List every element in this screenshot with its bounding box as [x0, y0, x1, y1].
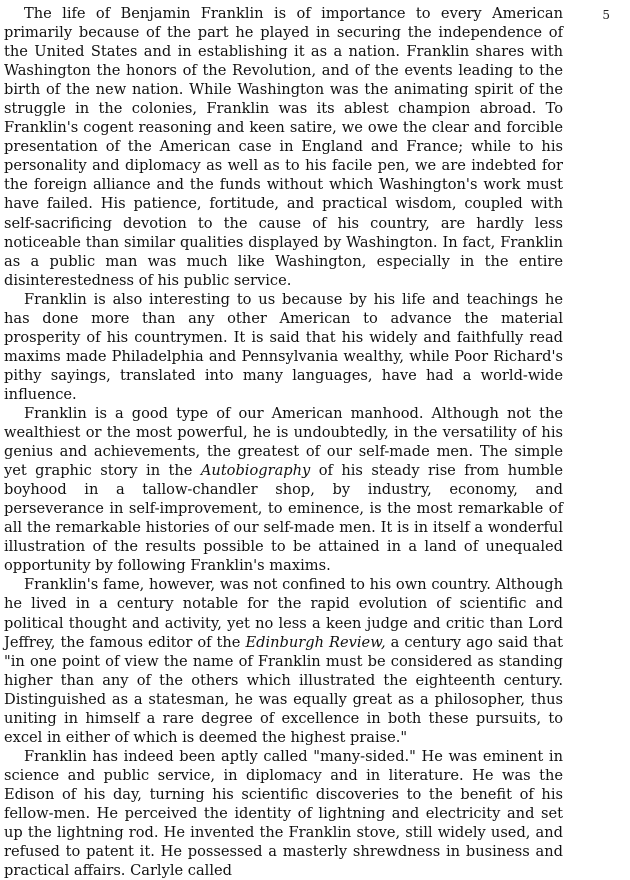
paragraph-4-text-before-title: Franklin's fame, however, was not confined to his own country. Although he lived in a century notable for the rapid evolution of scientific and political thought and activity, yet no less a keen judge and critic than Lord Jeffrey, the famous editor of the	[4, 576, 563, 651]
page-number: 5	[602, 8, 610, 22]
paragraph-4-text-after-title: a century ago said that "in one point of view the name of Franklin must be considered as standing higher than any of the others which illustrated the eighteenth century. Distinguished as a statesman, he was equally great as a philosopher, thus uniting in himself a rare degree of excellence in both these pursuits, to excel in either of which is deemed the highest praise."	[4, 633, 563, 746]
paragraph-1: The life of Benjamin Franklin is of importance to every American primarily because of the part he played in securing the independence of the United States and in establishing it as a nation. Franklin shares with Washington the honors of the Revolution, and of the events leading to the birth of the new nation. While Washington was the animating spirit of the struggle in the colonies, Franklin was its ablest champion abroad. To Franklin's cogent reasoning and keen satire, we owe the clear and forcible presentation of the American case in England and France; while to his personality and diplomacy as well as to his facile pen, we are indebted for the foreign alliance and the funds without which Washington's work must have failed. His patience, fortitude, and practical wisdom, coupled with self-sacrificing devotion to the cause of his country, are hardly less noticeable than similar qualities displayed by Washington. In fact, Franklin as a public man was much like Washington, especially in the entire disinterestedness of his public service.	[4, 5, 563, 289]
paragraph-4	[4, 575, 563, 746]
autobiography-title: Autobiography	[200, 462, 311, 480]
paragraph-5: Franklin has indeed been aptly called "many-sided." He was eminent in science and public service, in diplomacy and in literature. He was the Edison of his day, turning his scientific discoveries to the benefit of his fellow-men. He perceived the identity of lightning and electricity and set up the lightning rod. He invented the Franklin stove, still widely used, and refused to patent it. He possessed a masterly shrewdness in business and practical affairs. Carlyle called	[4, 747, 563, 880]
paragraph-2: Franklin is also interesting to us because by his life and teachings he has done more than any other American to advance the material prosperity of his countrymen. It is said that his widely and faithfully read maxims made Philadelphia and Pennsylvania wealthy, while Poor Richard's pithy sayings, translated into many languages, have had a world-wide influence.	[4, 290, 563, 403]
paragraph-3-text-before-title: Franklin is a good type of our American manhood. Although not the wealthiest or the most powerful, he is undoubtedly, in the versatility of his genius and achievements, the greatest of our self-made men. The simple yet graphic story in the	[4, 404, 563, 480]
text-body	[4, 4, 563, 880]
paragraph-3-text-after-title: of his steady rise from humble boyhood in a tallow-chandler shop, by industry, economy, and perseverance in self-improvement, to eminence, is the most remarkable of all the remarkable histories of our self-made men. It is in itself a wonderful illustration of the results possible to be attained in a land of unequaled opportunity by following Franklin's maxims.	[4, 462, 563, 575]
edinburgh-review-title: Edinburgh Review,	[245, 633, 386, 651]
paragraph-3	[4, 404, 563, 575]
